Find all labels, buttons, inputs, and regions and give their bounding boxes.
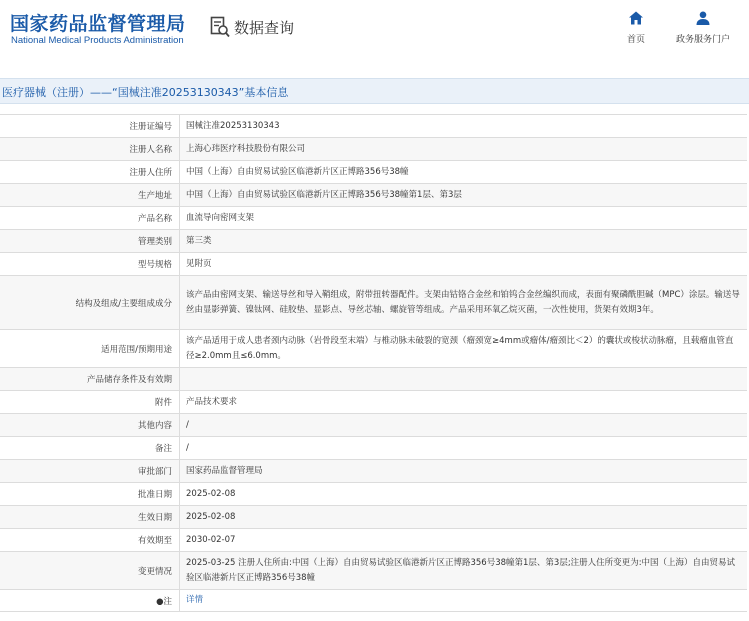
row-value-text: 第三类	[186, 235, 212, 246]
row-label: ●注	[0, 590, 180, 611]
row-label: 型号规格	[0, 253, 180, 275]
row-value-text: 2025-02-08	[186, 488, 236, 499]
row-label: 适用范围/预期用途	[0, 330, 180, 367]
table-row	[0, 276, 747, 330]
row-value	[180, 460, 747, 482]
home-icon	[628, 10, 644, 26]
table-row	[0, 552, 747, 590]
row-value-text: 2030-02-07	[186, 534, 236, 545]
page-title-bar	[0, 78, 749, 104]
row-value-text: 2025-03-25 注册人住所由:中国（上海）自由贸易试验区临港新片区正博路356号38幢第1层、第3层;注册人住所变更为:中国（上海）自由贸易试验区临港新片区正博路356号38幢	[186, 557, 736, 583]
data-query-label: 数据查询	[234, 18, 295, 37]
row-value	[180, 368, 747, 390]
row-value	[180, 115, 747, 137]
row-label: 变更情况	[0, 552, 180, 589]
table-row	[0, 414, 747, 437]
row-value-text: 中国（上海）自由贸易试验区临港新片区正博路356号38幢第1层、第3层	[186, 189, 462, 200]
table-row	[0, 184, 747, 207]
table-row	[0, 506, 747, 529]
table-row	[0, 460, 747, 483]
row-label: 产品名称	[0, 207, 180, 229]
row-value	[180, 207, 747, 229]
row-value-text: 该产品适用于成人患者颈内动脉（岩骨段至末端）与椎动脉未破裂的宽颈（瘤颈宽≥4mm或瘤体/瘤颈比＜2）的囊状或梭状动脉瘤，且载瘤血管直径≥2.0mm且≤6.0mm。	[186, 335, 734, 361]
detail-table	[0, 114, 747, 612]
row-value	[180, 276, 747, 329]
user-icon	[695, 10, 711, 26]
site-logo-cn[interactable]: 国家药品监督管理局	[10, 13, 186, 35]
row-value	[180, 230, 747, 252]
table-row	[0, 115, 747, 138]
row-value-text: 产品技术要求	[186, 396, 238, 407]
row-label: 其他内容	[0, 414, 180, 436]
details-link[interactable]: 详情	[186, 595, 204, 605]
row-value	[180, 330, 747, 367]
nav-home-label: 首页	[626, 35, 645, 45]
row-value-text: 该产品由密网支架、输送导丝和导入鞘组成，附带扭转器配件。支架由钴铬合金丝和铂钨合金丝编织而成，表面有聚磷酰胆碱（MPC）涂层。输送导丝由显影弹簧、镍钛网、硅胶垫、显影点、导丝芯轴、螺旋管等组成。产品采用环氧乙烷灭菌，一次性使用，货架有效期3年。	[186, 289, 740, 315]
row-value	[180, 184, 747, 206]
row-label: 备注	[0, 437, 180, 459]
row-value	[180, 483, 747, 505]
nav-service-label: 政务服务门户	[675, 35, 730, 45]
row-label: 附件	[0, 391, 180, 413]
row-value-text: 见附页	[186, 258, 212, 269]
row-value-text: 血流导向密网支架	[186, 212, 255, 223]
row-value-text: 国家药品监督管理局	[186, 465, 263, 476]
page-title: 医疗器械（注册）——“国械注准20253130343”基本信息	[2, 86, 289, 99]
row-value-text: 国械注准20253130343	[186, 120, 280, 131]
row-value	[180, 391, 747, 413]
row-label: 结构及组成/主要组成成分	[0, 276, 180, 329]
table-row	[0, 138, 747, 161]
row-value	[180, 253, 747, 275]
table-row	[0, 368, 747, 391]
row-label: 生效日期	[0, 506, 180, 528]
table-row	[0, 207, 747, 230]
row-label: 审批部门	[0, 460, 180, 482]
row-value	[180, 506, 747, 528]
table-row	[0, 230, 747, 253]
row-value-text: 2025-02-08	[186, 511, 236, 522]
row-label: 生产地址	[0, 184, 180, 206]
table-row	[0, 590, 747, 612]
row-value-text: 上海心玮医疗科技股份有限公司	[186, 143, 306, 154]
table-row	[0, 161, 747, 184]
row-value-text: 中国（上海）自由贸易试验区临港新片区正博路356号38幢	[186, 166, 409, 177]
row-value-text: /	[186, 419, 189, 430]
table-row	[0, 253, 747, 276]
row-label: 产品储存条件及有效期	[0, 368, 180, 390]
table-row	[0, 391, 747, 414]
row-label: 管理类别	[0, 230, 180, 252]
row-label: 注册人名称	[0, 138, 180, 160]
nav-home[interactable]	[622, 10, 650, 45]
table-row	[0, 529, 747, 552]
table-row	[0, 483, 747, 506]
row-label: 批准日期	[0, 483, 180, 505]
row-label: 注册证编号	[0, 115, 180, 137]
row-value	[180, 414, 747, 436]
row-value	[180, 529, 747, 551]
site-header	[0, 0, 749, 60]
site-logo-en[interactable]: National Medical Products Administration	[11, 35, 184, 46]
table-row	[0, 437, 747, 460]
row-value	[180, 437, 747, 459]
row-value-text: /	[186, 442, 189, 453]
row-value	[180, 590, 747, 611]
row-value	[180, 161, 747, 183]
table-row	[0, 330, 747, 368]
row-label: 注册人住所	[0, 161, 180, 183]
row-value	[180, 138, 747, 160]
document-search-icon	[210, 16, 230, 38]
row-label: 有效期至	[0, 529, 180, 551]
row-value	[180, 552, 747, 589]
data-query-link[interactable]	[210, 16, 294, 38]
nav-service-portal[interactable]	[672, 10, 734, 45]
